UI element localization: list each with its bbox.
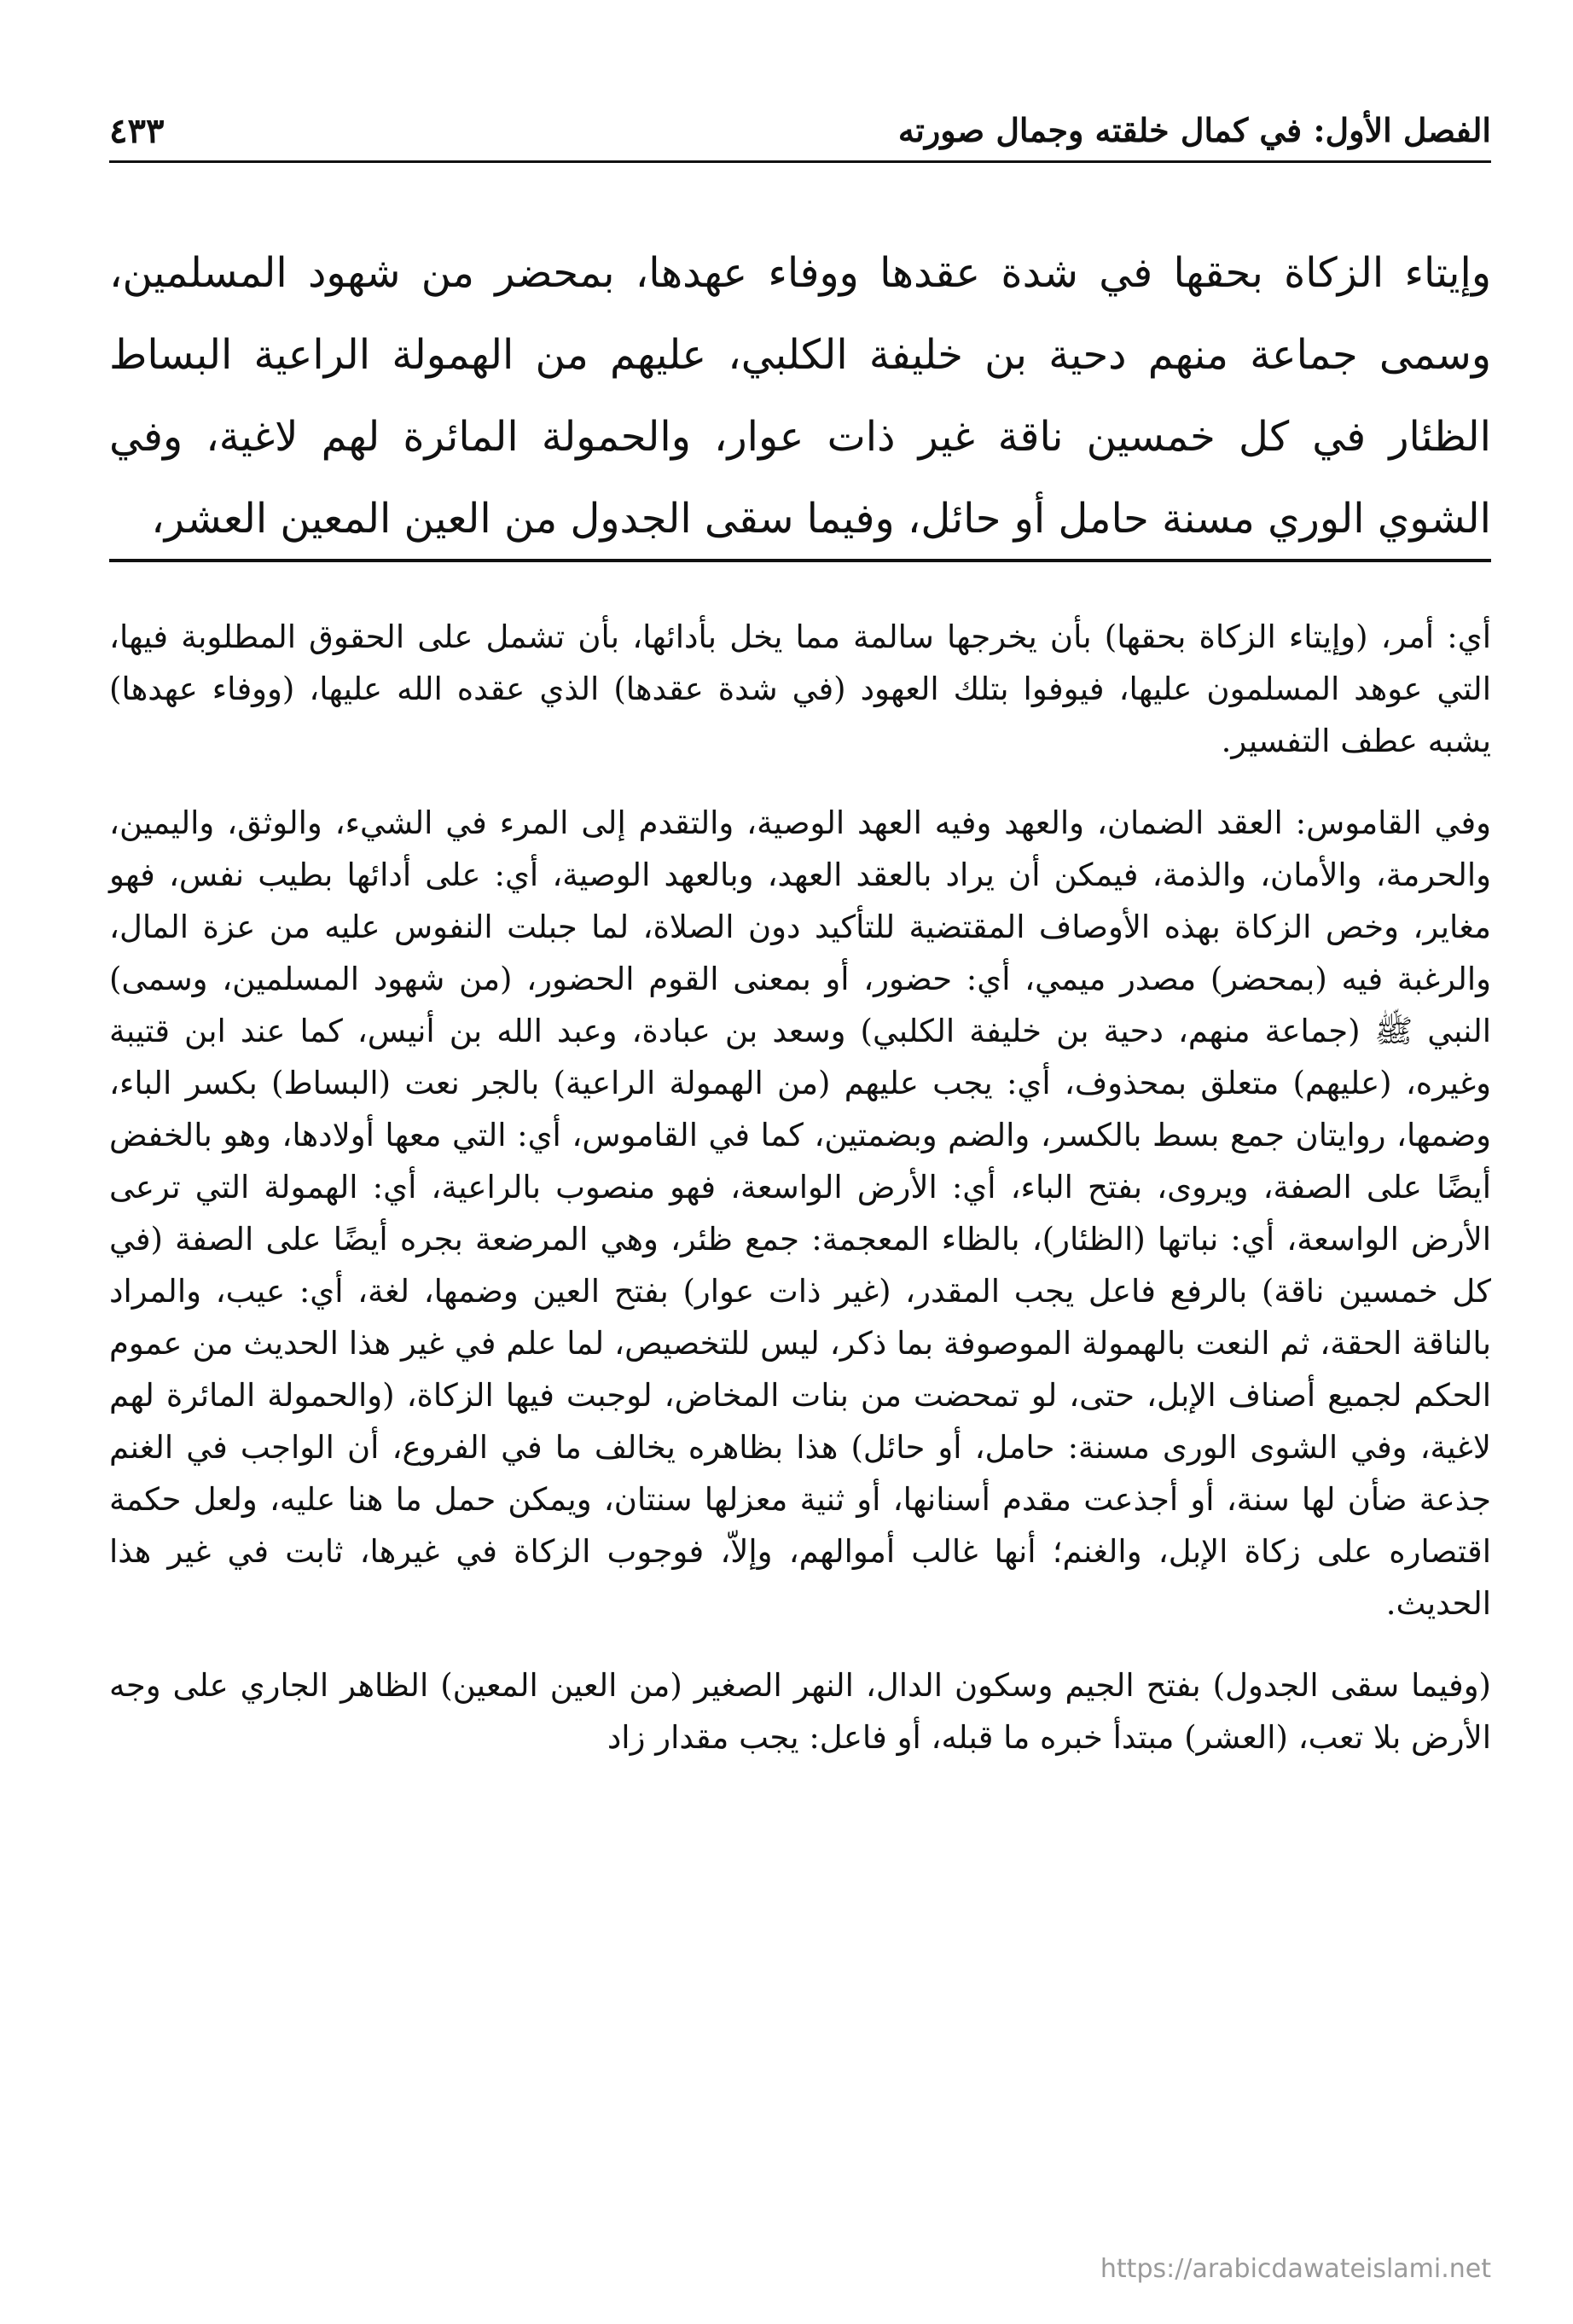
commentary-paragraph: أي: أمر، (وإيتاء الزكاة بحقها) بأن يخرجها سالمة مما يخل بأدائها، بأن تشمل على الحقوق المطلوبة فيها، التي عوهد المسلمون عليها، فيوفوا بتلك العهود (في شدة عقدها) الذي عقده الله عليها، (ووفاء عهدها) يشبه عطف التفسير.: [109, 619, 1491, 759]
separator-line: [109, 559, 1491, 562]
main-text: [109, 232, 1491, 560]
chapter-title: الفصل الأول: في كمال خلقته وجمال صورته: [897, 111, 1491, 150]
page-header: [109, 101, 1491, 163]
commentary-paragraph: وفي القاموس: العقد الضمان، والعهد وفيه العهد الوصية، والتقدم إلى المرء في الشيء، والوثق، واليمين، والحرمة، والأمان، والذمة، فيمكن أن يراد بالعقد العهد، وبالعهد الوصية، أي: على أدائها بطيب نفس، فهو مغاير، وخص الزكاة بهذه الأوصاف المقتضية للتأكيد دون الصلاة، لما جبلت النفوس عليه من عزة المال، والرغبة فيه (بمحضر) مصدر ميمي، أي: حضور، أو بمعنى القوم الحضور، (من شهود المسلمين، وسمى) النبي ﷺ (جماعة منهم، دحية بن خليفة الكلبي) وسعد بن عبادة، وعبد الله بن أنيس، كما عند ابن قتيبة وغيره، (عليهم) متعلق بمحذوف، أي: يجب عليهم (من الهمولة الراعية) بالجر نعت (البساط) بكسر الباء، وضمها، روايتان جمع بسط بالكسر، والضم وبضمتين، كما في القاموس، أي: التي معها أولادها، وهو بالخفض أيضًا على الصفة، ويروى، بفتح الباء، أي: الأرض الواسعة، فهو منصوب بالراعية، أي: الهمولة التي ترعى الأرض الواسعة، أي: نباتها (الظئار)، بالظاء المعجمة: جمع ظئر، وهي المرضعة بجره أيضًا على الصفة (في كل خمسين ناقة) بالرفع فاعل يجب المقدر، (غير ذات عوار) بفتح العين وضمها، لغة، أي: عيب، والمراد بالناقة الحقة، ثم النعت بالهمولة الموصوفة بما ذكر، ليس للتخصيص، لما علم في غير هذا الحديث من عموم الحكم لجميع أصناف الإبل، حتى، لو تمحضت من بنات المخاض، لوجبت فيها الزكاة، (والحمولة المائرة لهم لاغية، وفي الشوى الورى مسنة: حامل، أو حائل) هذا بظاهره يخالف ما في الفروع، أن الواجب في الغنم جذعة ضأن لها سنة، أو أجذعت مقدم أسنانها، أو ثنية معزلها سنتان، ويمكن حمل ما هنا عليه، ولعل حكمة اقتصاره على زكاة الإبل، والغنم؛ أنها غالب أموالهم، وإلاّ، فوجوب الزكاة في غيرها، ثابت في غير هذا الحديث.: [109, 805, 1491, 1622]
commentary-paragraph: (وفيما سقى الجدول) بفتح الجيم وسكون الدال، النهر الصغير (من العين المعين) الظاهر الجاري على وجه الأرض بلا تعب، (العشر) مبتدأ خبره ما قبله، أو فاعل: يجب مقدار زاد: [109, 1667, 1491, 1756]
website-url: https://arabicdawateislami.net: [1100, 2254, 1491, 2284]
page-number: ٤٣٣: [109, 110, 165, 151]
main-text-paragraph: وإيتاء الزكاة بحقها في شدة عقدها ووفاء عهدها، بمحضر من شهود المسلمين، وسمى جماعة منهم دحية بن خليفة الكلبي، عليهم من الهمولة الراعية البساط الظئار في كل خمسين ناقة غير ذات عوار، والحمولة المائرة لهم لاغية، وفي الشوي الوري مسنة حامل أو حائل، وفيما سقى الجدول من العين المعين العشر،: [109, 249, 1492, 543]
commentary: [109, 611, 1491, 1793]
